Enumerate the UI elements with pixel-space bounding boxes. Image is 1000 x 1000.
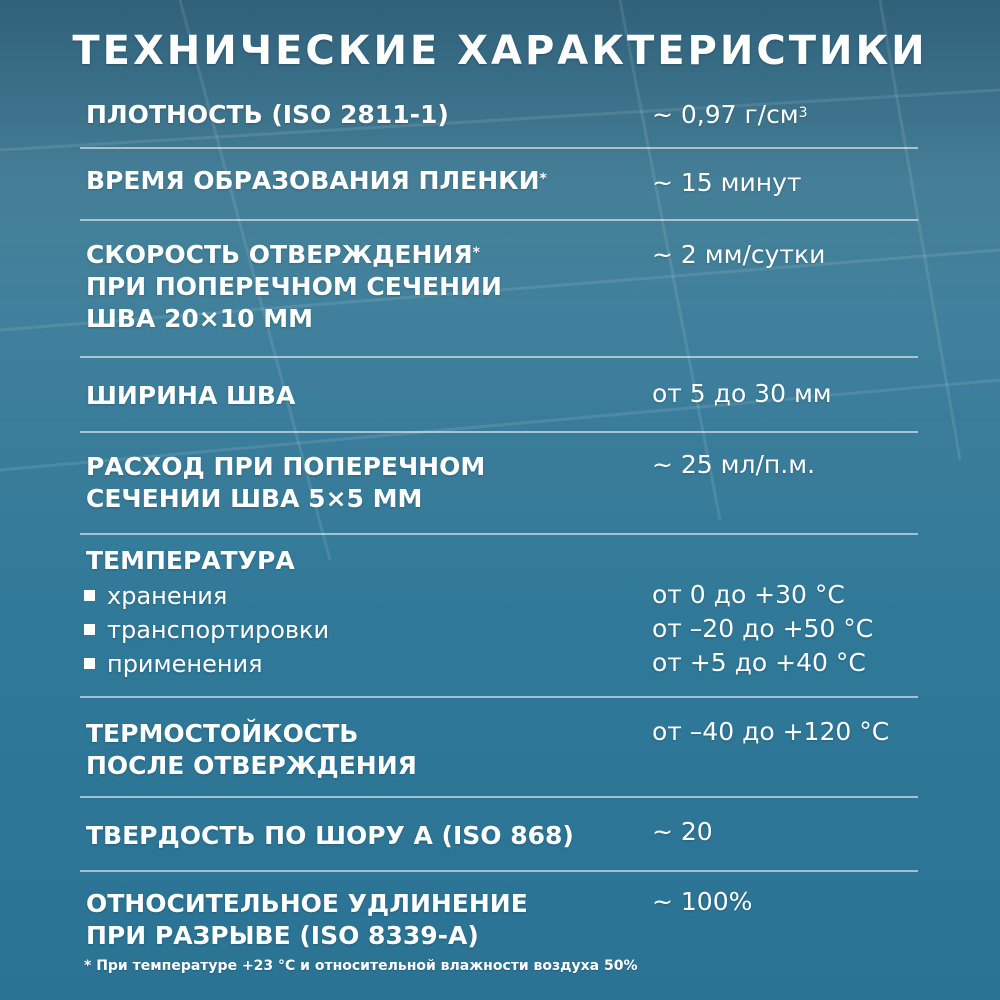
spec-value: от 0 до +30 °С [652, 580, 845, 609]
spec-value: от –20 до +50 °С [652, 614, 874, 643]
spec-value: ~ 100% [652, 887, 753, 916]
spec-row-joint-width [80, 358, 918, 433]
spec-value: ~ 15 минут [652, 168, 802, 197]
spec-value: от –40 до +120 °С [652, 717, 890, 746]
spec-value: ~ 2 мм/сутки [652, 240, 826, 269]
spec-row-cure-speed [80, 221, 918, 358]
subitem-application: применения [84, 647, 263, 681]
spec-label: ТВЕРДОСТЬ ПО ШОРУ А (ISO 868) [86, 821, 574, 850]
spec-label: ШИРИНА ШВА [86, 381, 296, 410]
spec-label: ТЕМПЕРАТУРА [86, 546, 295, 575]
spec-row-density [80, 83, 918, 149]
spec-label: РАСХОД ПРИ ПОПЕРЕЧНОМ СЕЧЕНИИ ШВА 5×5 ММ [86, 452, 486, 513]
bullet-icon [84, 658, 95, 669]
footnote: * При температуре +23 °С и относительной влажности воздуха 50% [84, 958, 638, 974]
spec-label: ОТНОСИТЕЛЬНОЕ УДЛИНЕНИЕ ПРИ РАЗРЫВЕ (ISO 8339-A) [86, 889, 528, 950]
spec-label: ВРЕМЯ ОБРАЗОВАНИЯ ПЛЕНКИ* [86, 166, 547, 195]
spec-value: от 5 до 30 мм [652, 379, 832, 408]
page-title: ТЕХНИЧЕСКИЕ ХАРАКТЕРИСТИКИ [72, 28, 928, 74]
subitem-transport: транспортировки [84, 613, 329, 647]
spec-value: от +5 до +40 °С [652, 648, 866, 677]
bullet-icon [84, 590, 95, 601]
spec-label: СКОРОСТЬ ОТВЕРЖДЕНИЯ* ПРИ ПОПЕРЕЧНОМ СЕЧЕНИИ ШВА 20×10 ММ [86, 240, 502, 333]
spec-row-elongation [80, 872, 918, 960]
spec-row-heat-resistance [80, 698, 918, 798]
bullet-icon [84, 624, 95, 635]
subitem-storage: хранения [84, 579, 227, 613]
spec-label: ТЕРМОСТОЙКОСТЬ ПОСЛЕ ОТВЕРЖДЕНИЯ [86, 719, 417, 780]
spec-row-temperature [80, 535, 918, 698]
spec-row-hardness [80, 798, 918, 872]
spec-row-consumption [80, 433, 918, 535]
spec-label: ПЛОТНОСТЬ (ISO 2811-1) [86, 100, 449, 129]
spec-value: ~ 20 [652, 817, 713, 846]
spec-value: ~ 25 мл/п.м. [652, 450, 816, 479]
specs-table [80, 83, 918, 960]
spec-row-skin-time [80, 149, 918, 221]
spec-value: ~ 0,97 $г/см^3$ [652, 100, 808, 129]
